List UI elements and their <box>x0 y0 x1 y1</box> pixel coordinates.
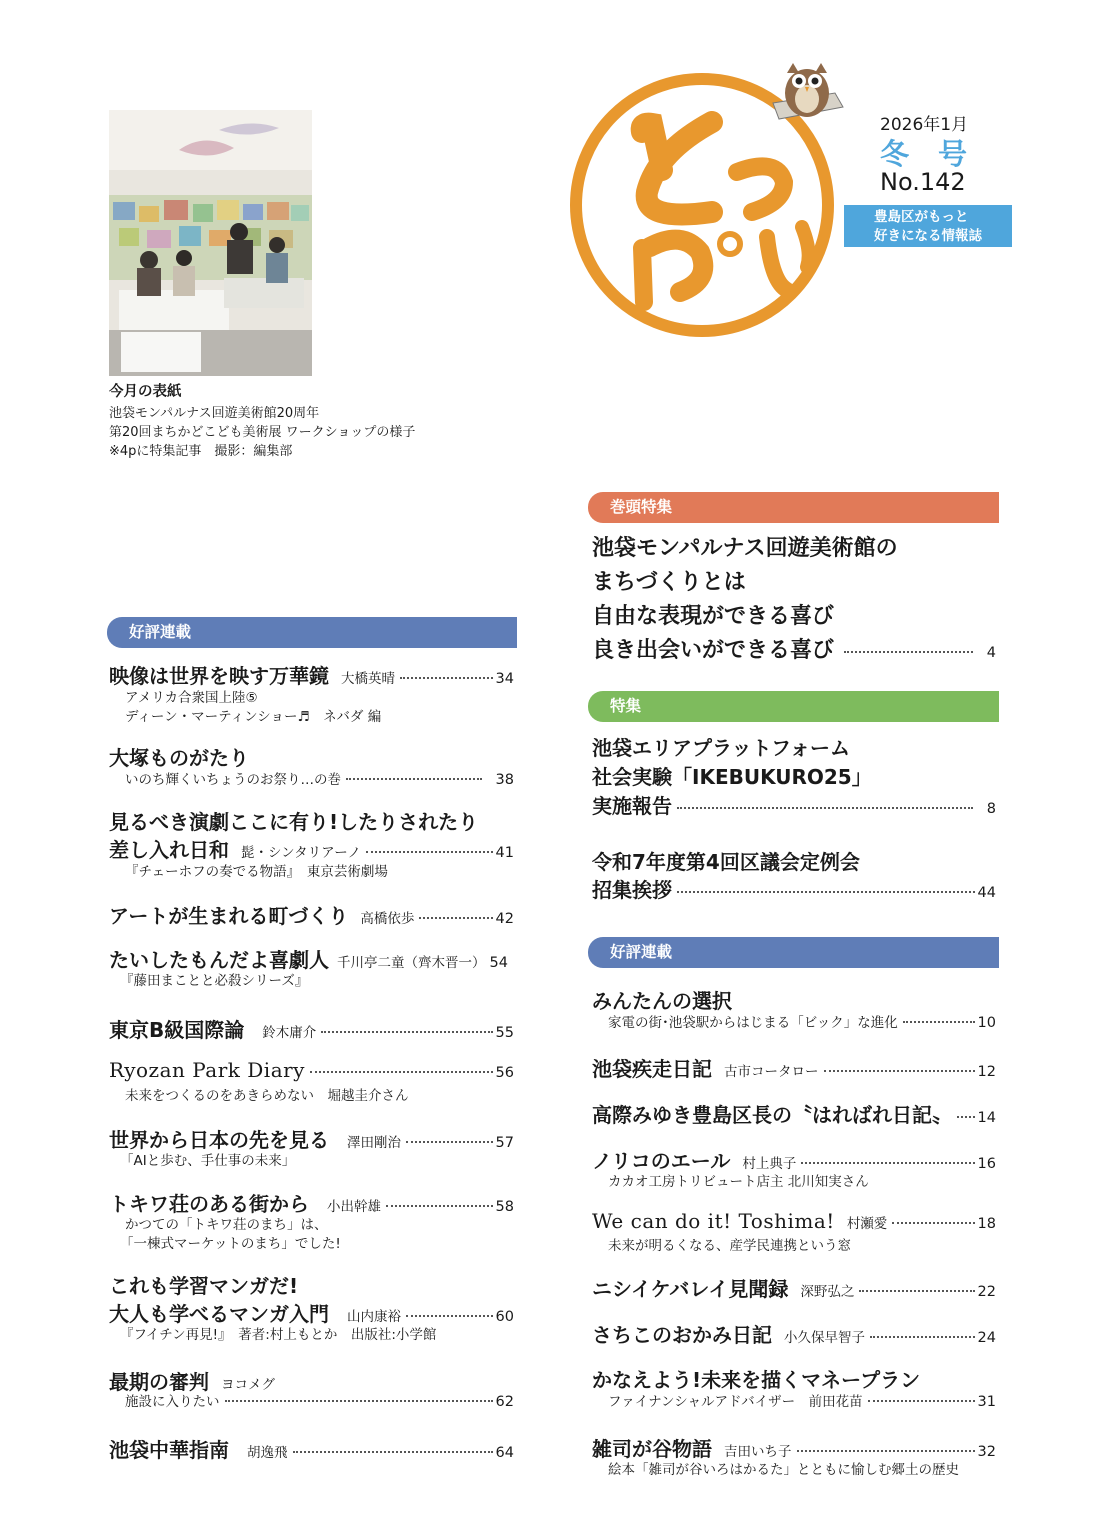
page-number: 4 <box>986 645 996 661</box>
series-title: 最期の審判 <box>109 1370 209 1394</box>
series-author: 胡逸飛 <box>247 1445 288 1461</box>
series-subtitle: いのち輝くいちょうのお祭り…の巻 <box>125 772 341 788</box>
toc-entry[interactable] <box>592 1209 996 1233</box>
series-title: We can do it! Toshima! <box>592 1209 835 1233</box>
dot-leader <box>903 1021 975 1023</box>
series-title: Ryozan Park Diary <box>109 1058 305 1082</box>
page-number: 62 <box>495 1394 514 1410</box>
series-subtitle: かつての「トキワ荘のまち」は、 <box>125 1217 328 1233</box>
series-title: アートが生まれる町づくり <box>109 904 349 928</box>
series-title: 池袋中華指南 <box>109 1438 229 1462</box>
cover-caption-heading: 今月の表紙 <box>109 384 182 400</box>
feature-title-line: 自由な表現ができる喜び <box>592 604 835 629</box>
cover-caption-line: 第20回まちかどこども美術展 ワークショップの様子 <box>109 425 416 440</box>
page-number: 31 <box>977 1394 996 1410</box>
dot-leader <box>346 778 482 780</box>
page-number: 44 <box>977 885 996 901</box>
dot-leader <box>400 677 493 679</box>
series-title: 見るべき演劇ここに有り!したりされたり <box>109 810 479 834</box>
series-author: 髭・シンタリアーノ <box>241 845 361 861</box>
toc-entry[interactable] <box>592 874 996 903</box>
series-subtitle: 施設に入りたい <box>125 1394 220 1410</box>
dot-leader <box>957 1116 975 1118</box>
series-title: 雑司が谷物語 <box>592 1437 712 1461</box>
series-title: これも学習マンガだ! <box>109 1274 299 1298</box>
page-number: 54 <box>489 955 508 971</box>
page-number: 18 <box>977 1216 996 1232</box>
section-bar-series-right: 好評連載 <box>588 937 999 968</box>
series-author: 村瀬愛 <box>846 1216 888 1232</box>
section-bar-kanto: 巻頭特集 <box>588 492 999 523</box>
section-bar-tokushu: 特集 <box>588 691 999 722</box>
dot-leader <box>868 1400 975 1402</box>
feature-title-line: 良き出会いができる喜び <box>592 638 835 663</box>
toc-entry[interactable] <box>592 1273 996 1302</box>
feature-title-line: 池袋モンパルナス回遊美術館の <box>592 536 898 561</box>
toc-entry[interactable] <box>592 790 996 819</box>
owl-mascot-icon <box>765 55 850 130</box>
dot-leader <box>892 1222 974 1224</box>
series-author: 鈴木庸介 <box>262 1025 317 1041</box>
series-author: 古市コータロー <box>724 1064 819 1080</box>
toc-entry[interactable] <box>109 1434 514 1463</box>
special-title-line: 招集挨拶 <box>592 878 672 902</box>
dot-leader <box>225 1400 493 1402</box>
series-author: 深野弘之 <box>800 1284 855 1300</box>
series-title: ノリコのエール <box>592 1149 731 1173</box>
dot-leader <box>406 1315 493 1317</box>
toc-entry[interactable] <box>592 1099 996 1128</box>
series-subtitle: ディーン・マーティンショー♬ ネバダ 編 <box>125 709 382 725</box>
page-number: 57 <box>495 1135 514 1151</box>
page-number: 16 <box>977 1156 996 1172</box>
page-number: 34 <box>495 671 514 687</box>
dot-leader <box>859 1290 974 1292</box>
page-number: 8 <box>986 801 996 817</box>
series-title: たいしたもんだよ喜劇人 <box>109 948 329 972</box>
series-title: 大塚ものがたり <box>109 746 249 770</box>
series-subtitle: 『チェーホフの奏でる物語』 東京芸術劇場 <box>125 864 388 880</box>
series-title: ニシイケバレイ見聞録 <box>592 1277 789 1301</box>
page-number: 12 <box>977 1064 996 1080</box>
series-author: 澤田剛治 <box>347 1135 401 1151</box>
toc-entry[interactable] <box>109 1014 514 1043</box>
dot-leader <box>870 1336 975 1338</box>
page-number: 41 <box>495 845 514 861</box>
series-subtitle: 絵本「雑司が谷いろはかるた」とともに愉しむ郷土の歴史 <box>608 1462 959 1478</box>
series-title: 映像は世界を映す万華鏡 <box>109 664 329 688</box>
series-title: みんたんの選択 <box>592 989 732 1013</box>
issue-season: 冬 号 <box>880 137 968 171</box>
series-title: さちこのおかみ日記 <box>592 1323 772 1347</box>
tagline-line: 豊島区がもっと <box>874 209 969 225</box>
special-title-line: 令和7年度第4回区議会定例会 <box>592 850 860 874</box>
series-subtitle: ファイナンシャルアドバイザー 前田花苗 <box>608 1394 863 1410</box>
series-author: 小出幹雄 <box>327 1199 381 1215</box>
page-number: 56 <box>495 1065 514 1081</box>
series-subtitle: 「一棟式マーケットのまち」でした! <box>120 1236 341 1252</box>
series-author: 村上典子 <box>742 1156 797 1172</box>
series-title: トキワ荘のある街から <box>109 1192 309 1216</box>
page-number: 14 <box>977 1110 996 1126</box>
dot-leader <box>419 917 492 919</box>
dot-leader <box>386 1205 493 1207</box>
tagline-banner <box>844 205 1012 247</box>
toc-entry[interactable] <box>109 1298 514 1327</box>
series-title: 高際みゆき豊島区長の〝はればれ日記〟 <box>592 1103 952 1127</box>
toc-entry[interactable] <box>592 634 996 668</box>
cover-photo <box>109 110 312 376</box>
series-author: 大橋英晴 <box>341 671 395 687</box>
dot-leader <box>321 1031 492 1033</box>
series-subtitle: カカオ工房トリビュート店主 北川知実さん <box>608 1174 869 1190</box>
dot-leader <box>824 1070 975 1072</box>
dot-leader <box>797 1450 975 1452</box>
page-number: 55 <box>495 1025 514 1041</box>
dot-leader <box>801 1162 974 1164</box>
feature-title-line: まちづくりとは <box>592 570 746 595</box>
toc-entry[interactable] <box>109 1188 514 1217</box>
issue-date: 2026年1月 <box>880 115 969 135</box>
toc-entry[interactable] <box>592 1053 996 1082</box>
issue-number: No.142 <box>880 168 966 196</box>
series-title: 池袋疾走日記 <box>592 1057 712 1081</box>
series-author: 小久保早智子 <box>784 1330 865 1346</box>
series-subtitle: 未来をつくるのをあきらめない 堀越圭介さん <box>125 1088 409 1104</box>
toc-entry[interactable] <box>109 1058 514 1082</box>
page-number: 10 <box>977 1015 996 1031</box>
toc-entry[interactable] <box>608 1013 996 1033</box>
toc-entry[interactable] <box>109 944 514 973</box>
toc-entry[interactable] <box>125 1392 514 1412</box>
toc-entry[interactable] <box>608 1392 996 1412</box>
dot-leader <box>310 1071 493 1073</box>
series-subtitle: 未来が明るくなる、産学民連携という窓 <box>608 1238 851 1254</box>
toc-entry[interactable] <box>125 770 514 790</box>
toc-entry[interactable] <box>109 834 514 863</box>
series-author: 千川亭二童（齊木晋一） <box>337 955 486 971</box>
page-number: 42 <box>495 911 514 927</box>
dot-leader <box>406 1141 493 1143</box>
series-author: 吉田いち子 <box>724 1444 792 1460</box>
page-number: 24 <box>977 1330 996 1346</box>
dot-leader <box>293 1451 493 1453</box>
dot-leader <box>844 651 973 653</box>
page-number: 60 <box>495 1309 514 1325</box>
page-number: 22 <box>977 1284 996 1300</box>
series-title: 世界から日本の先を見る <box>109 1128 329 1152</box>
toc-entry <box>109 1366 514 1395</box>
series-author: 高橋依歩 <box>360 911 415 927</box>
toc-entry[interactable] <box>109 1124 514 1153</box>
series-subtitle: 『フイチン再見!』 著者:村上もとか 出版社:小学館 <box>120 1327 437 1343</box>
series-title: 大人も学べるマンガ入門 <box>109 1302 329 1326</box>
page-number: 38 <box>495 772 514 788</box>
series-subtitle: 「AIと歩む、手仕事の未来」 <box>120 1153 296 1169</box>
cover-caption-line: ※4pに特集記事 撮影：編集部 <box>109 444 293 459</box>
toc-entry[interactable] <box>592 1145 996 1174</box>
section-bar-series-left: 好評連載 <box>107 617 517 648</box>
series-subtitle: 『藤田まことと必殺シリーズ』 <box>120 973 309 989</box>
cover-caption-line: 池袋モンパルナス回遊美術館20周年 <box>109 406 320 421</box>
series-author: 山内康裕 <box>347 1309 401 1325</box>
dot-leader <box>366 851 493 853</box>
special-title-line: 池袋エリアプラットフォーム <box>592 736 850 760</box>
dot-leader <box>677 807 973 809</box>
series-title: 差し入れ日和 <box>109 838 229 862</box>
page-number: 32 <box>977 1444 996 1460</box>
toc-entry[interactable] <box>109 660 514 689</box>
tagline-line: 好きになる情報誌 <box>874 228 982 244</box>
toc-entry[interactable] <box>109 900 514 929</box>
page-number: 58 <box>495 1199 514 1215</box>
special-title-line: 社会実験「IKEBUKURO25」 <box>592 765 872 789</box>
series-subtitle: 家電の街･池袋駅からはじまる「ビック」な進化 <box>608 1015 898 1031</box>
series-subtitle: アメリカ合衆国上陸⑤ <box>125 690 258 706</box>
dot-leader <box>677 891 975 893</box>
special-title-line: 実施報告 <box>592 794 672 818</box>
series-title: 東京B級国際論 <box>109 1018 245 1042</box>
toc-entry[interactable] <box>592 1433 996 1462</box>
series-title: かなえよう!未来を描くマネープラン <box>592 1368 921 1392</box>
series-author: ヨコメグ <box>221 1377 275 1393</box>
page-number: 64 <box>495 1445 514 1461</box>
toc-entry[interactable] <box>592 1319 996 1348</box>
